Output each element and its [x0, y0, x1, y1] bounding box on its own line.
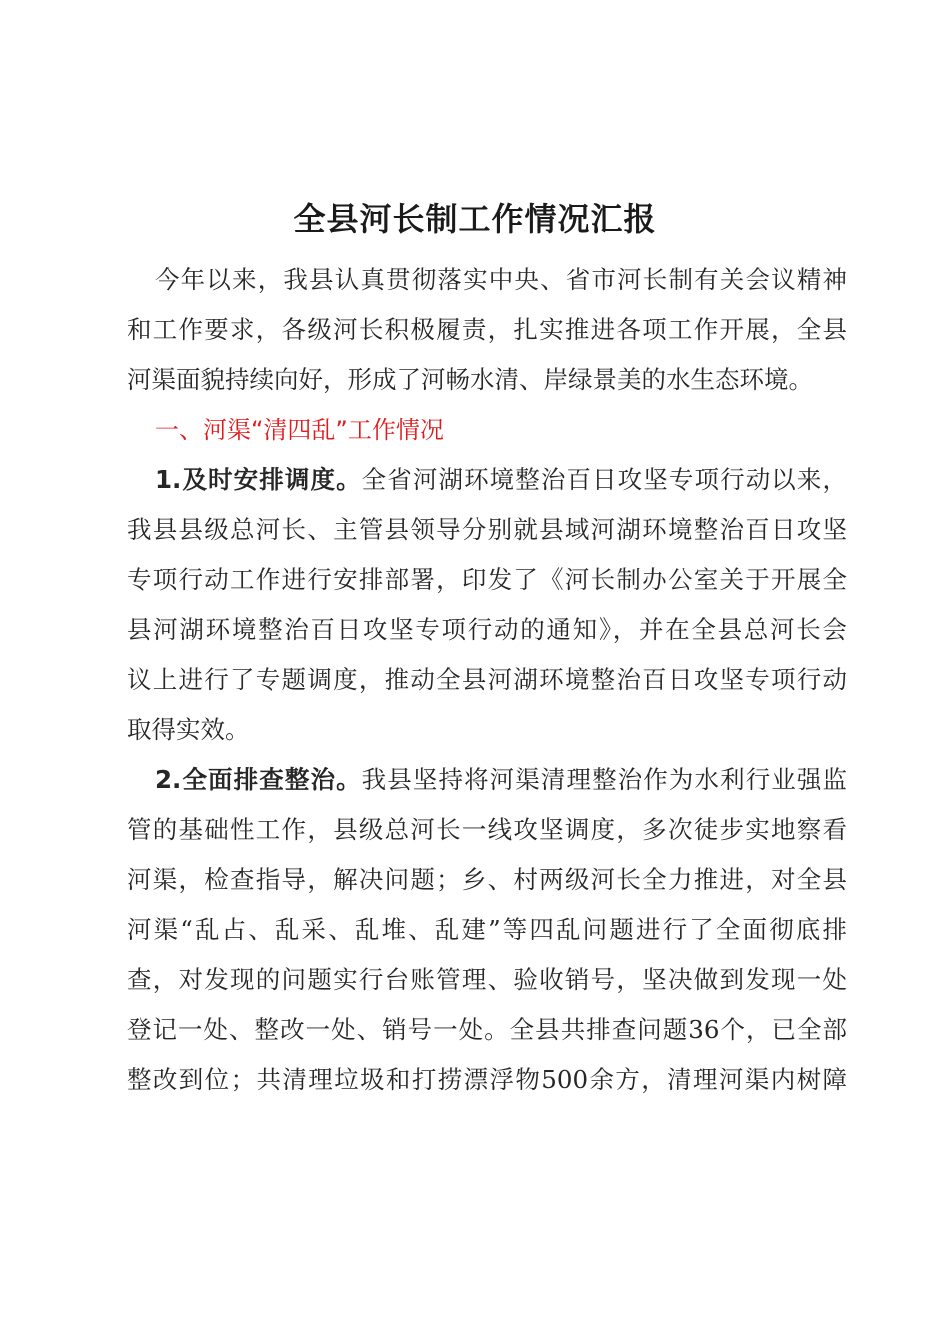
document-title: 全县河长制工作情况汇报: [293, 200, 657, 238]
item2-line-2: 管的基础性工作，县级总河长一线攻坚调度，多次徒步实地察看: [127, 815, 847, 844]
item1-line-4: 县河湖环境整治百日攻坚专项行动的通知》，并在全县总河长会: [127, 615, 847, 644]
item2-line-4: 河渠“乱占、乱采、乱堆、乱建”等四乱问题进行了全面彻底排: [127, 915, 847, 944]
item1-first-line: [155, 455, 847, 505]
intro-line-1: 今年以来，我县认真贯彻落实中央、省市河长制有关会议精神: [155, 265, 847, 294]
intro-line-2: 和工作要求，各级河长积极履责，扎实推进各项工作开展，全县: [127, 315, 847, 344]
section-heading: 一、河渠“清四乱”工作情况: [155, 416, 444, 444]
item2-line-7: 整改到位；共清理垃圾和打捞漂浮物500余方，清理河渠内树障: [127, 1065, 847, 1094]
item1-line-6: 取得实效。: [127, 715, 250, 744]
item2-first-line: [155, 755, 847, 805]
item1-line-3: 专项行动工作进行安排部署，印发了《河长制办公室关于开展全: [127, 565, 847, 594]
item1-line-1: 全省河湖环境整治百日攻坚专项行动以来，: [361, 465, 847, 494]
item1-line-5: 议上进行了专题调度，推动全县河湖环境整治百日攻坚专项行动: [127, 665, 847, 694]
intro-line-3: 河渠面貌持续向好，形成了河畅水清、岸绿景美的水生态环境。: [127, 365, 813, 394]
item2-line-1: 我县坚持将河渠清理整治作为水利行业强监: [361, 765, 847, 794]
item1-label: 1.及时安排调度。: [155, 465, 362, 494]
item1-line-2: 我县县级总河长、主管县领导分别就县域河湖环境整治百日攻坚: [127, 515, 847, 544]
item2-line-3: 河渠，检查指导，解决问题；乡、村两级河长全力推进，对全县: [127, 865, 847, 894]
item2-line-5: 查，对发现的问题实行台账管理、验收销号，坚决做到发现一处: [127, 965, 847, 994]
item2-label: 2.全面排查整治。: [155, 765, 362, 794]
item2-line-6: 登记一处、整改一处、销号一处。全县共排查问题36个，已全部: [127, 1015, 847, 1044]
